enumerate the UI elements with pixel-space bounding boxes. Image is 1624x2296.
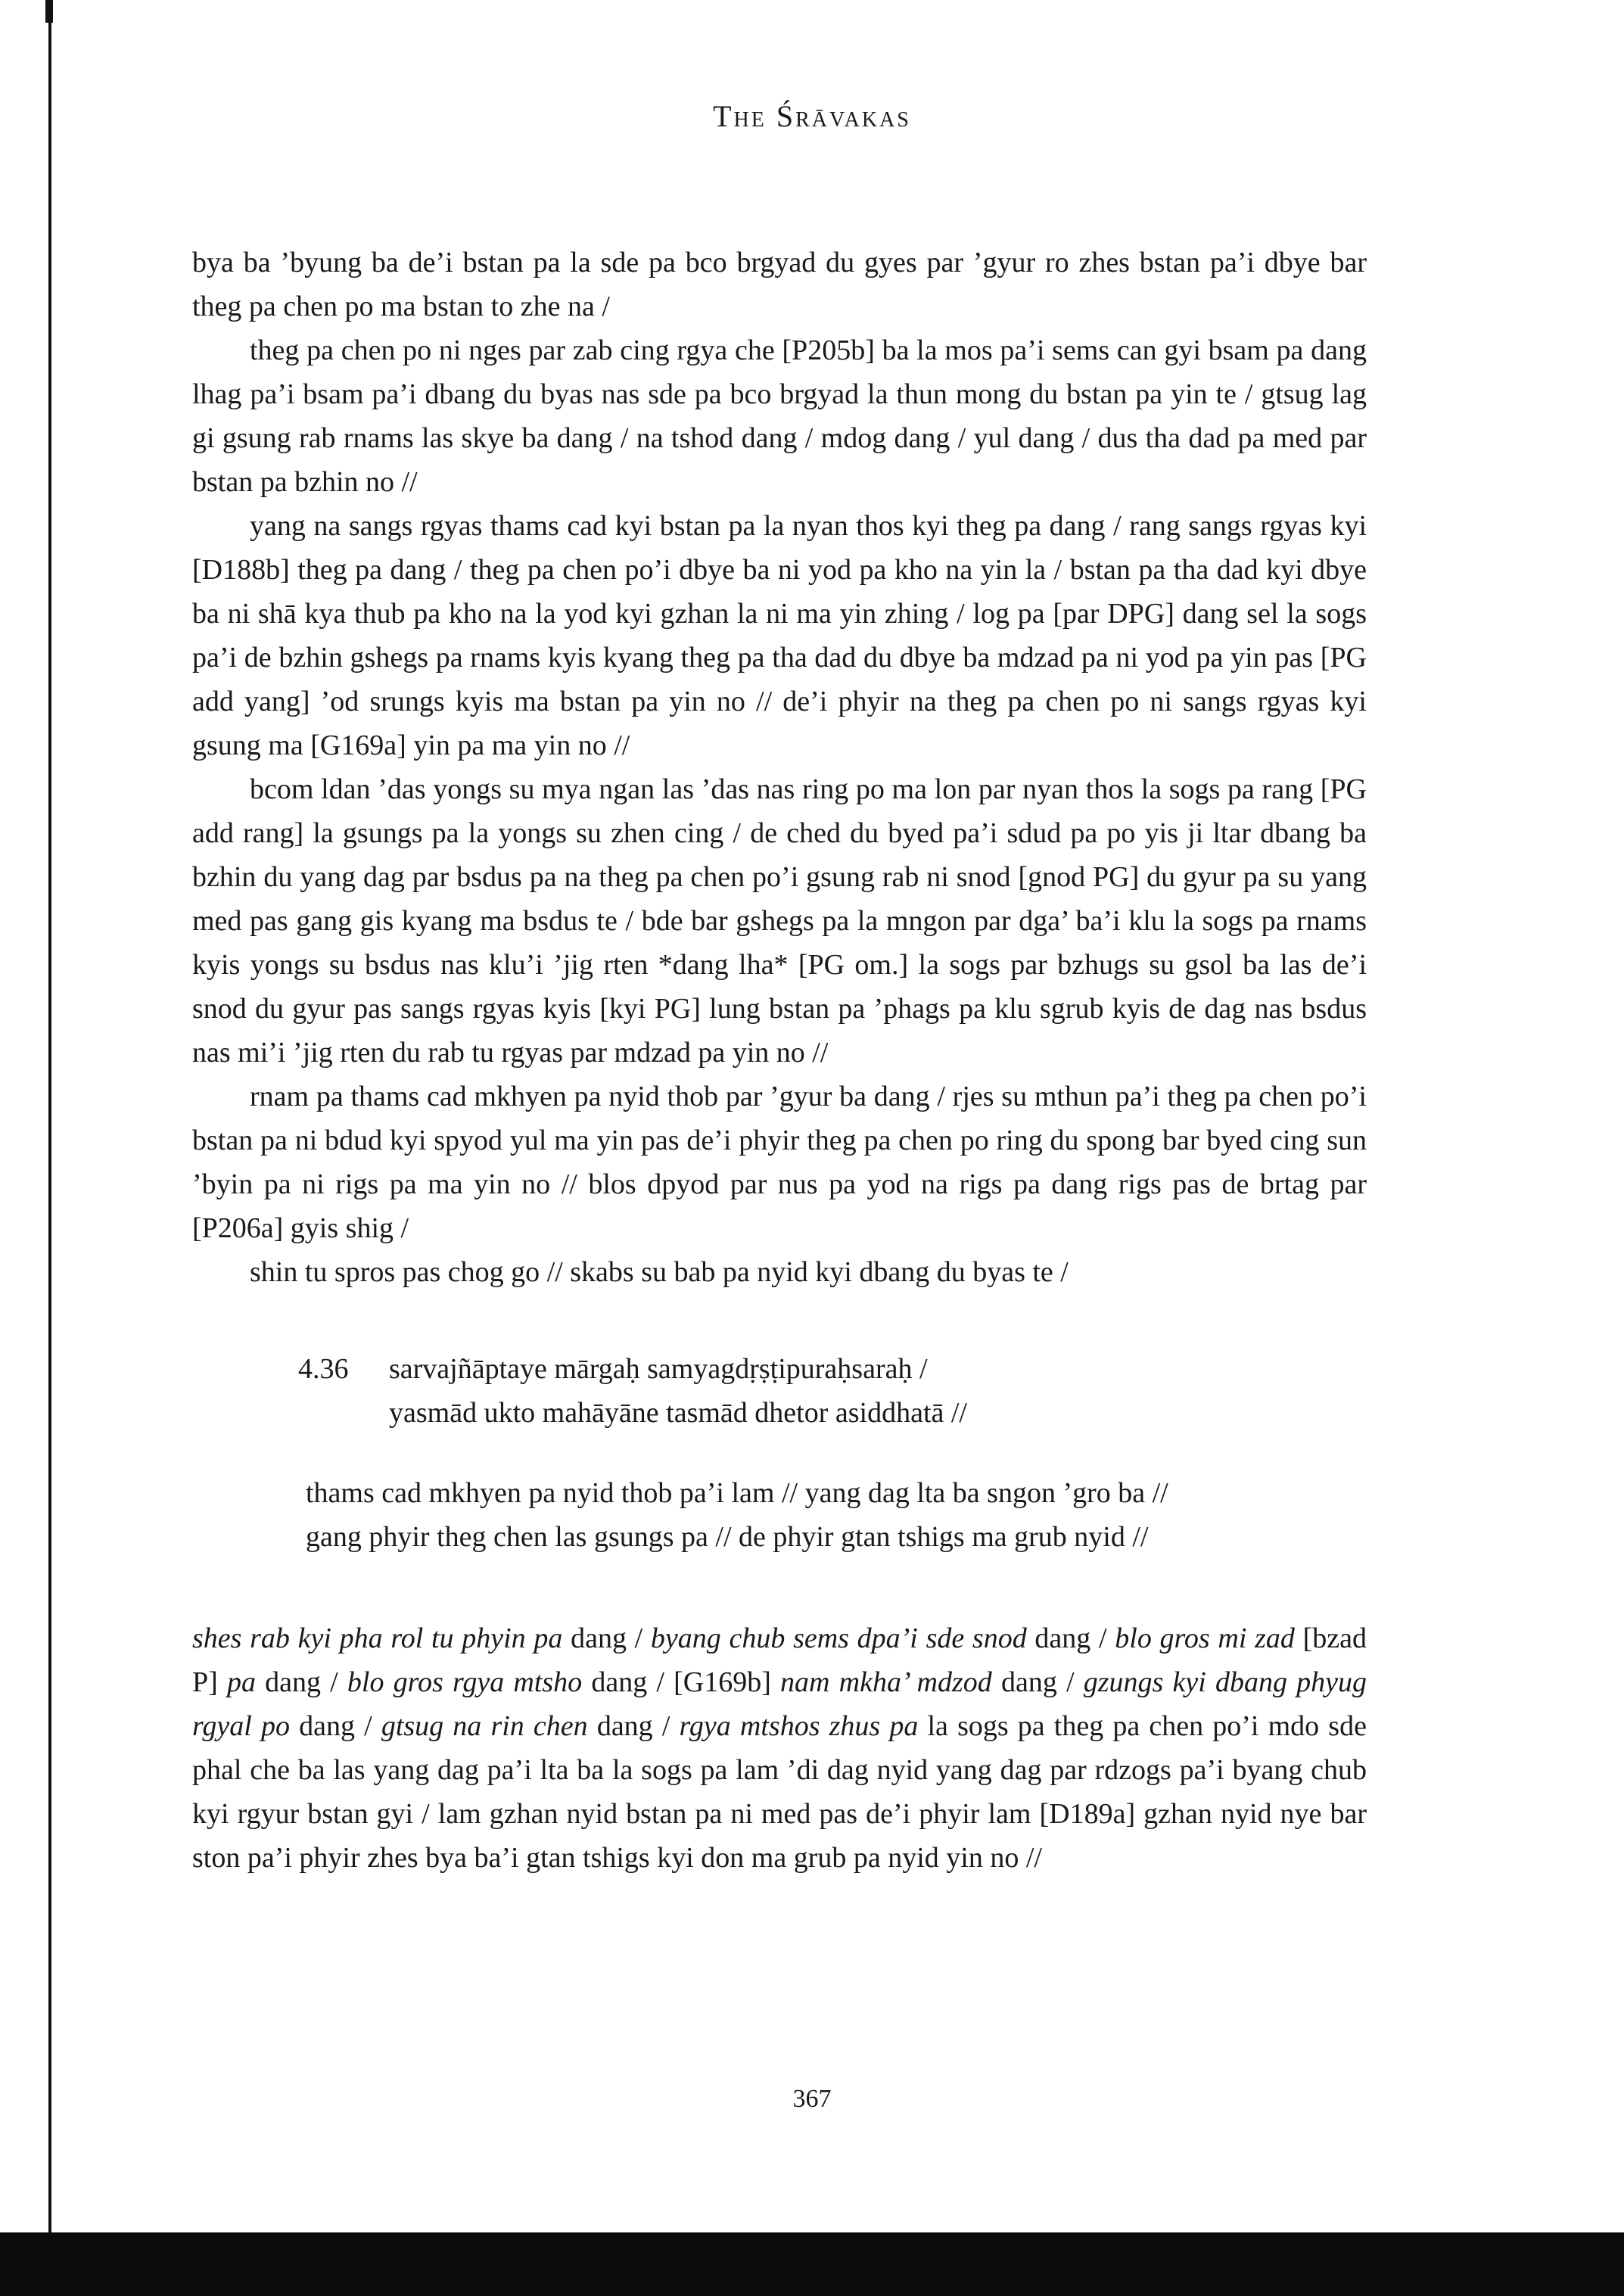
connector: dang / [G169b] [582, 1666, 781, 1698]
paragraph: bya ba ’byung ba de’i bstan pa la sde pa bco brgyad du gyes par ’gyur ro zhes bstan pa’i dbye bar theg pa chen po ma bstan to zhe na / [192, 247, 1367, 322]
paragraph: shin tu spros pas chog go // skabs su bab pa nyid kyi dbang du byas te / [250, 1256, 1069, 1288]
paragraph: bcom ldan ’das yongs su mya ngan las ’das nas ring po ma lon par nyan thos la sogs pa rang [PG add rang] la gsungs pa la yongs su zhen cing / de ched du byed pa’i sdud pa po yis ji ltar dbang ba bzhin du yang dag par bsdus pa na theg pa chen po’i gsung rab ni snod [gnod PG] du gyur pa su yang med pas gang gis kyang ma bsdus te / bde bar gshegs pa la mngon par dga’ ba’i klu la sogs pa rnams kyis yongs su bsdus nas klu’i ’jig rten *dang lha* [PG om.] la sogs par bzhugs su gsol ba las de’i snod du gyur pas sangs rgyas kyis [kyi PG] lung bstan pa ’phags pa klu sgrub kyis de dag nas bsdus nas mi’i ’jig rten du rab tu rgyas par mdzad pa yin no // [192, 773, 1367, 1069]
sutra-title: blo gros mi zad [1115, 1622, 1295, 1654]
sutra-title: nam mkha’ mdzod [780, 1666, 992, 1698]
commentary-tail: la sogs pa theg pa chen po’i mdo sde phal che ba las yang dag pa’i lta ba la sogs pa lam ’di dag nyid yang dag par rdzogs pa’i byang chub kyi rgyur bstan gyi / lam gzhan nyid bstan pa ni med pas de’i phyir lam [D189a] gzhan nyid nye bar ston pa’i phyir zhes bya ba’i gtan tshigs kyi don ma grub pa nyid yin no // [192, 1710, 1367, 1874]
connector: dang / [1026, 1622, 1115, 1654]
verse-line: yasmād ukto mahāyāne tasmād dhetor asiddhatā // [389, 1397, 967, 1429]
main-text [192, 241, 1367, 1880]
sutra-title: gtsug na rin chen [381, 1710, 588, 1742]
connector: dang / [562, 1622, 651, 1654]
sutra-title: shes rab kyi pha rol tu phyin pa [192, 1622, 563, 1654]
paragraph: theg pa chen po ni nges par zab cing rgya che [P205b] ba la mos pa’i sems can gyi bsam pa dang lhag pa’i bsam pa’i dbang du byas nas sde pa bco brgyad la thun mong du bstan pa yin te / gtsug lag gi gsung rab rnams las skye ba dang / na tshod dang / mdog dang / yul dang / dus tha dad pa med par bstan pa bzhin no // [192, 334, 1367, 498]
sanskrit-verse [192, 1347, 1367, 1435]
sutra-title: blo gros rgya mtsho [347, 1666, 583, 1698]
binding-edge-line [48, 0, 51, 2232]
translation-line: thams cad mkhyen pa nyid thob pa’i lam // yang dag lta ba sngon ’gro ba // [306, 1477, 1168, 1509]
sutra-title: gzungs kyi dbang phyug rgyal po [192, 1666, 1367, 1742]
paragraph: yang na sangs rgyas thams cad kyi bstan pa la nyan thos kyi theg pa dang / rang sangs rgyas kyi [D188b] theg pa dang / theg pa chen po’i dbye ba ni yod pa kho na yin la / bstan pa tha dad kyi dbye ba ni shā kya thub pa kho na la yod kyi gzhan la ni ma yin zhing / log pa [par DPG] dang sel la sogs pa’i de bzhin gshegs pa rnams kyis kyang theg pa tha dad du dbye ba mdzad pa ni yod pa yin pas [PG add yang] ’od srungs kyis ma bstan pa yin no // de’i phyir na theg pa chen po ni sangs rgyas kyi gsung ma [G169a] yin pa ma yin no // [192, 510, 1367, 761]
page-number: 367 [792, 2085, 832, 2113]
running-head: The Śrāvakas [713, 99, 911, 133]
connector: dang / [587, 1710, 680, 1742]
verse-lines [389, 1347, 1367, 1435]
paragraph: rnam pa thams cad mkhyen pa nyid thob par ’gyur ba dang / rjes su mthun pa’i theg pa chen po’i bstan pa ni bdud kyi spyod yul ma yin pas de’i phyir theg pa chen po ring du spong bar byed cing sun ’byin pa ni rigs pa ma yin no // blos dpyod par nus pa yod na rigs pa dang rigs pas de brtag par [P206a] gyis shig / [192, 1081, 1367, 1244]
connector: dang / [255, 1666, 347, 1698]
scan-bottom-edge [0, 2232, 1624, 2296]
verse-number: 4.36 [298, 1353, 349, 1385]
connector: dang / [991, 1666, 1084, 1698]
verse-line: sarvajñāptaye mārgaḥ samyagdṛṣṭipuraḥsaraḥ / [389, 1353, 928, 1385]
commentary-paragraph [192, 1616, 1367, 1880]
sutra-title: rgya mtshos zhus pa [679, 1710, 919, 1742]
tibetan-verse-translation [306, 1471, 1367, 1559]
connector: dang / [289, 1710, 381, 1742]
sutra-title: pa [226, 1666, 256, 1698]
sutra-title: byang chub sems dpa’i sde snod [650, 1622, 1027, 1654]
translation-line: gang phyir theg chen las gsungs pa // de phyir gtan tshigs ma grub nyid // [306, 1521, 1149, 1553]
variant-note: [bzad P] [192, 1622, 1367, 1698]
